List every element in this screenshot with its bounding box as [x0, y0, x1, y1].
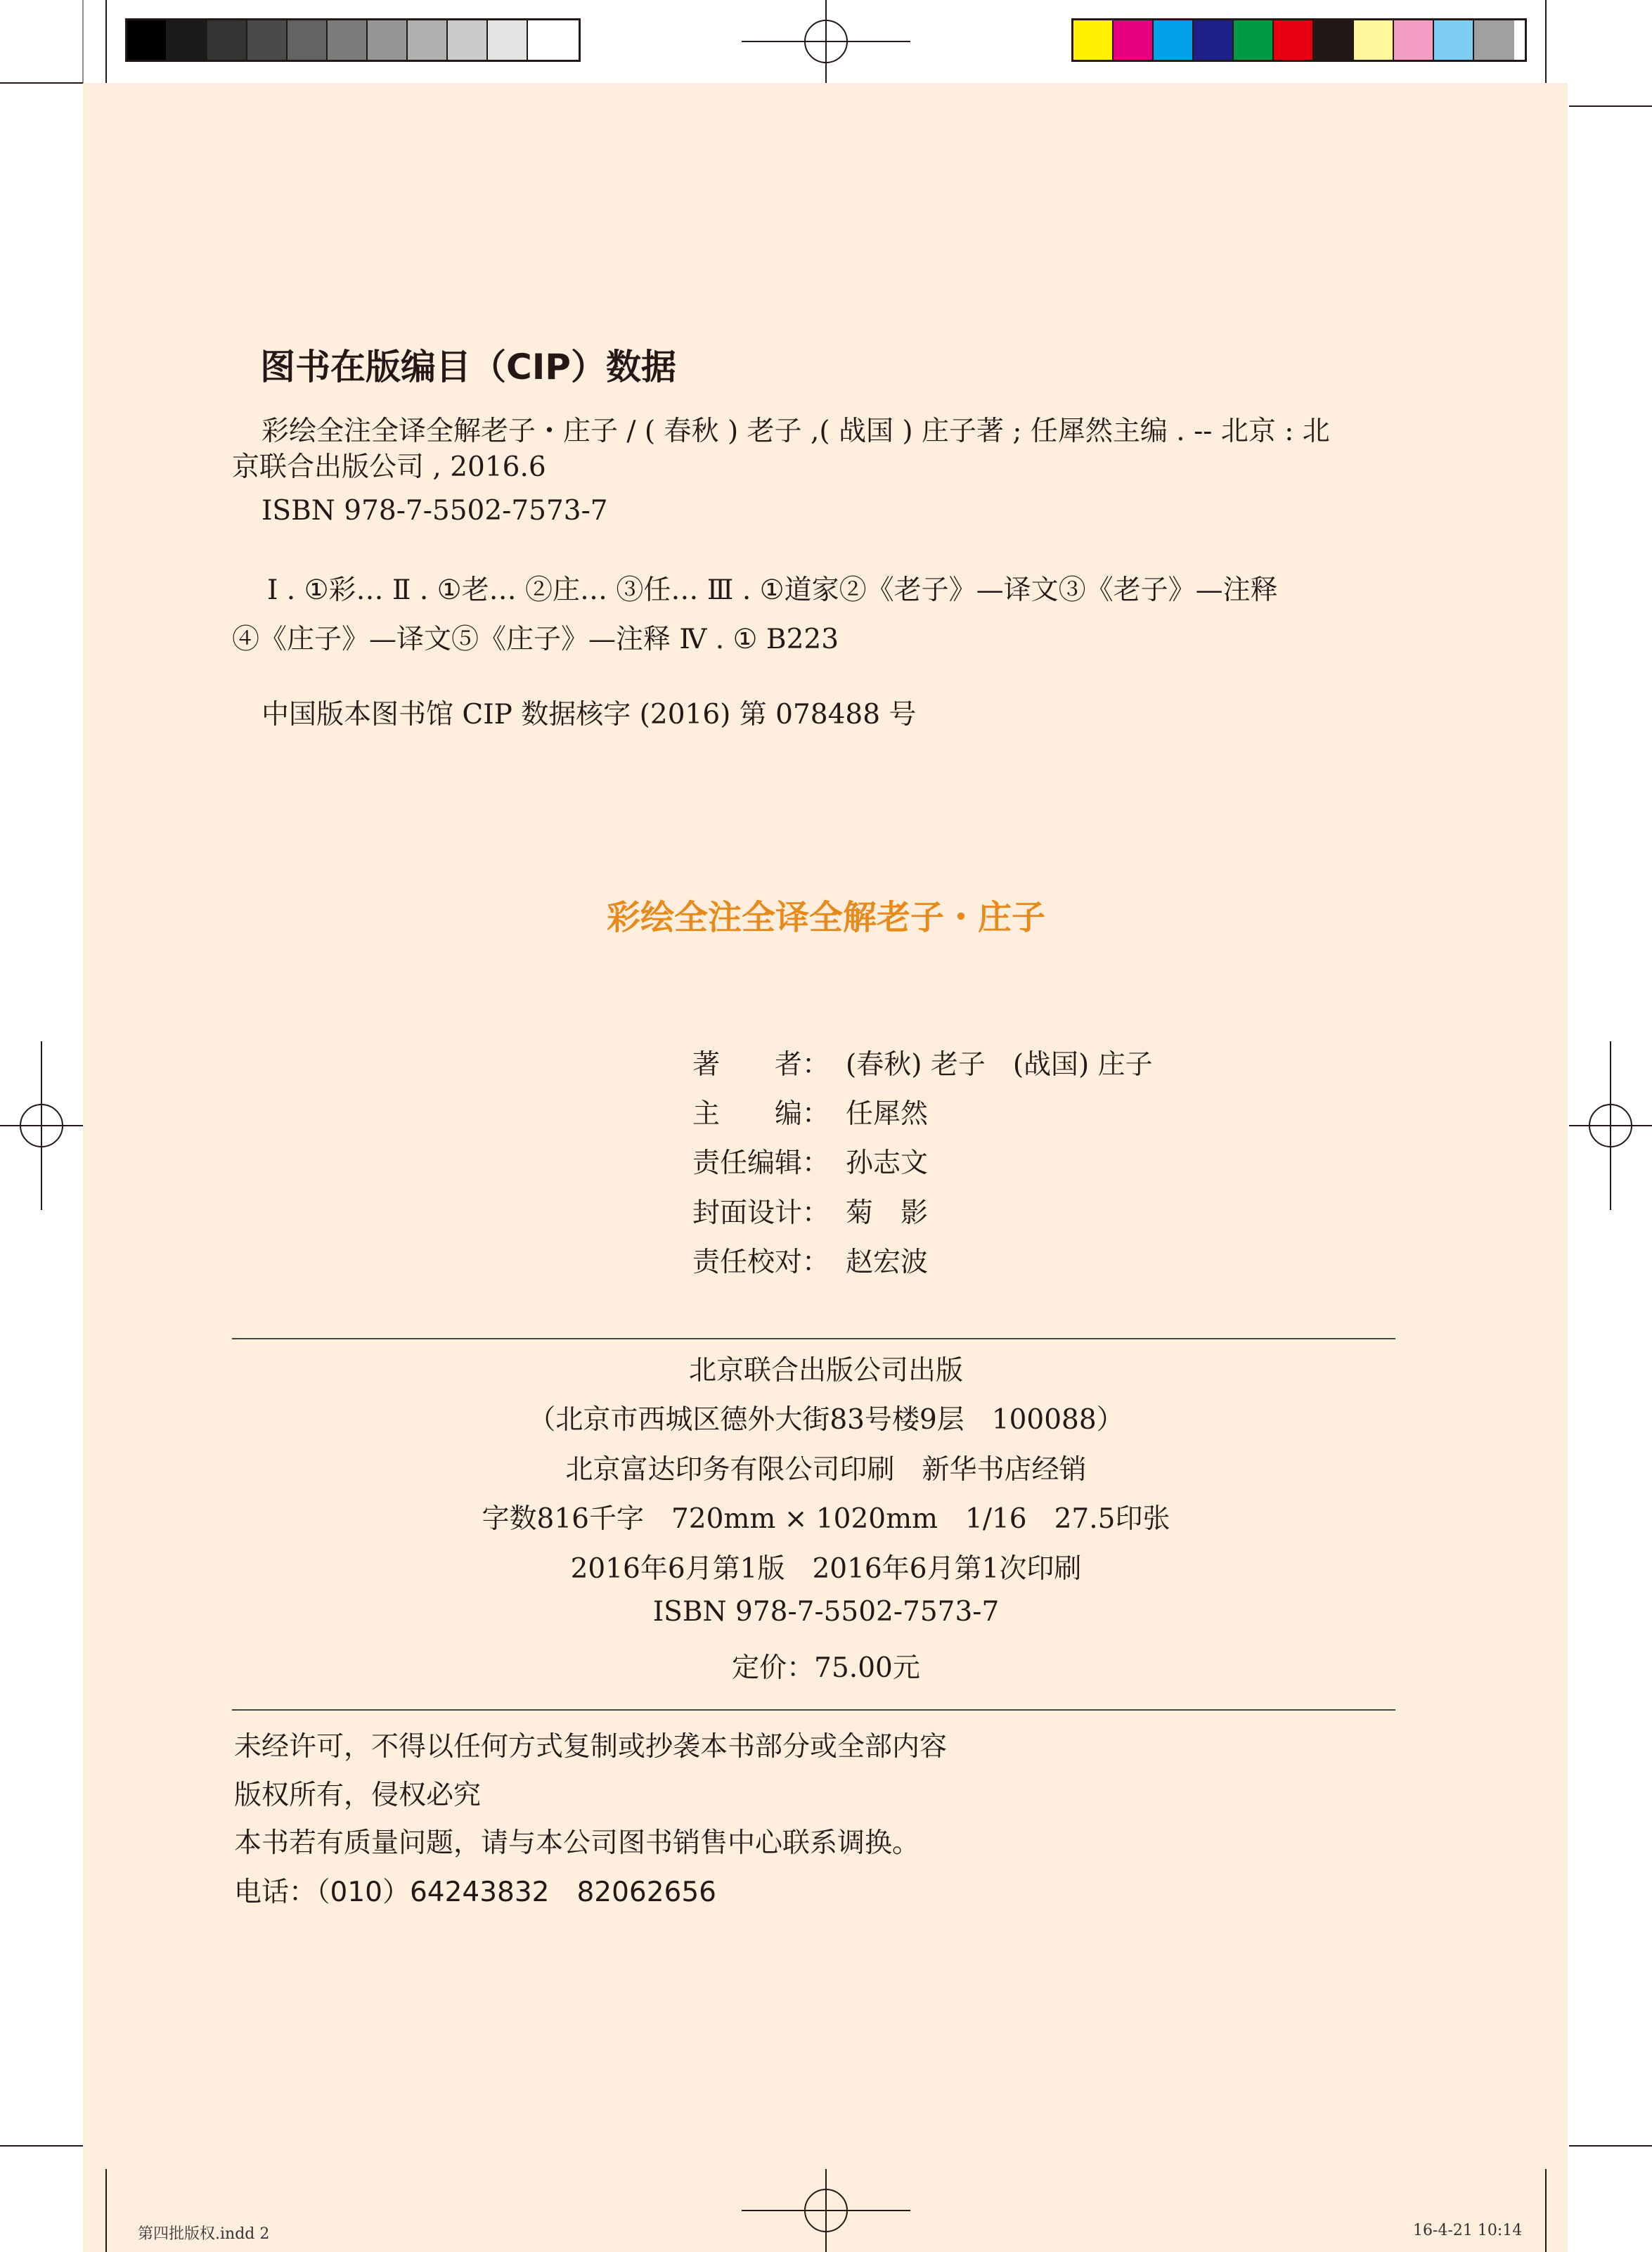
credit-editor-in-chief [692, 1092, 928, 1131]
cip-heading: 图书在版编目（CIP）数据 [260, 347, 676, 387]
credit-label: 著 者： [692, 1049, 830, 1081]
price-line: 定价：75.00元 [732, 1652, 920, 1684]
credit-responsible-editor [692, 1141, 928, 1180]
credit-label: 责任校对： [692, 1247, 830, 1278]
cip-title-line-1: 彩绘全注全译全解老子・庄子 / ( 春秋 ) 老子 ,( 战国 ) 庄子著 ; 任犀然主编 . -- 北京 : 北 [262, 416, 1330, 447]
credit-value: 孙志文 [846, 1147, 929, 1179]
notice-phone: 电话：（010）64243832 82062656 [234, 1877, 716, 1908]
slug-timestamp: 16-4-21 10:14 [1413, 2222, 1523, 2239]
credit-value: 任犀然 [846, 1098, 929, 1130]
printing-line: 北京富达印务有限公司印刷 新华书店经销 [565, 1454, 1087, 1486]
credit-label: 主 编： [692, 1098, 830, 1130]
credit-value: 菊 影 [846, 1197, 929, 1229]
isbn-line: ISBN 978-7-5502-7573-7 [652, 1596, 1000, 1628]
cip-title-line-2: 京联合出版公司 , 2016.6 [232, 451, 546, 483]
credit-value: 赵宏波 [846, 1247, 929, 1278]
notice-no-copying: 未经许可，不得以任何方式复制或抄袭本书部分或全部内容 [234, 1731, 948, 1763]
book-title: 彩绘全注全译全解老子・庄子 [606, 898, 1045, 937]
cip-isbn: ISBN 978-7-5502-7573-7 [262, 495, 608, 527]
cip-record-number: 中国版本图书馆 CIP 数据核字 (2016) 第 078488 号 [262, 699, 917, 731]
cip-subject-line-2: ④《庄子》—译文⑤《庄子》—注释 Ⅳ . ① B223 [232, 624, 839, 655]
credit-value: (春秋) 老子 (战国) 庄子 [846, 1049, 1153, 1081]
notice-quality: 本书若有质量问题，请与本公司图书销售中心联系调换。 [234, 1827, 920, 1859]
credit-proofreader [692, 1240, 928, 1280]
credit-label: 封面设计： [692, 1197, 830, 1229]
publisher-address: （北京市西城区德外大街83号楼9层 100088） [528, 1404, 1124, 1436]
edition-line: 2016年6月第1版 2016年6月第1次印刷 [570, 1553, 1082, 1585]
credit-author [692, 1043, 1153, 1082]
cip-subject-line-1: Ⅰ . ①彩… Ⅱ . ①老… ②庄… ③任… Ⅲ . ①道家②《老子》—译文③《老子》—注释 [267, 574, 1278, 606]
publisher-line: 北京联合出版公司出版 [688, 1355, 963, 1386]
notice-copyright: 版权所有，侵权必究 [234, 1780, 482, 1811]
credit-cover-design [692, 1191, 928, 1230]
divider-top [232, 1338, 1395, 1339]
divider-bottom [232, 1709, 1395, 1711]
specs-line: 字数816千字 720mm × 1020mm 1/16 27.5印张 [482, 1503, 1170, 1535]
slug-filename: 第四批版权.indd 2 [138, 2225, 270, 2243]
credit-label: 责任编辑： [692, 1147, 830, 1179]
